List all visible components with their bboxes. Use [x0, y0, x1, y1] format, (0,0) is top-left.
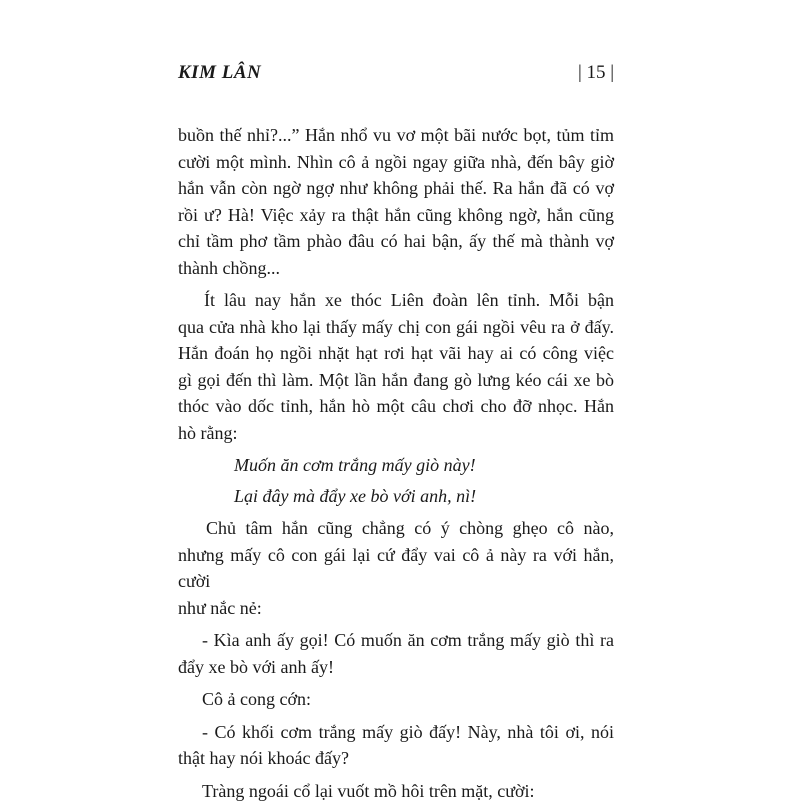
text-line: Ít lâu nay hắn xe thóc Liên đoàn lên tỉnh. Mỗi bận — [204, 290, 614, 310]
text-line: - Có khối cơm trắng mấy giò đấy! Này, nhà tôi ơi, nói — [202, 721, 614, 742]
text-line: chỉ tầm phơ tầm phào đâu có hai bận, ấy thế mà thành vợ — [178, 231, 614, 251]
text-line: Cô ả cong cớn: — [202, 689, 311, 709]
text-line: nhưng mấy cô con gái lại cứ đẩy vai cô ả này ra với hắn, cười — [178, 544, 614, 591]
text-line: cười một mình. Nhìn cô ả ngồi ngay giữa nhà, đến bây giờ — [178, 151, 614, 172]
paragraph — [178, 686, 614, 713]
text-line: - Kìa anh ấy gọi! Có muốn ăn cơm trắng mấy giò thì ra — [202, 630, 614, 650]
page-number: | 15 | — [578, 62, 615, 83]
text-line: thật hay nói khoác đấy? — [178, 748, 349, 768]
text-line: thành chồng... — [178, 257, 280, 278]
text-line: Hắn đoán họ ngồi nhặt hạt rơi hạt vãi hay ai có công việc — [178, 343, 614, 363]
text-line: đẩy xe bò với anh ấy! — [178, 656, 334, 677]
text-line: rồi ư? Hà! Việc xảy ra thật hắn cũng không ngờ, hắn cũng — [178, 204, 614, 225]
verse-block — [178, 452, 614, 509]
paragraph — [178, 287, 614, 446]
text-line: Tràng ngoái cổ lại vuốt mồ hôi trên mặt, cười: — [202, 780, 535, 801]
body-text — [178, 122, 614, 810]
verse-line: Lại đây mà đẩy xe bò với anh, nì! — [234, 485, 477, 506]
text-line: hò rằng: — [178, 422, 238, 443]
text-line: hắn vẫn còn ngờ ngợ như không phải thế. Ra hắn đã có vợ — [178, 178, 614, 198]
paragraph — [178, 515, 614, 621]
text-line: qua cửa nhà kho lại thấy mấy chị con gái ngồi vêu ra ở đấy. — [178, 316, 614, 337]
text-line: thóc vào dốc tỉnh, hắn hò một câu chơi cho đỡ nhọc. Hắn — [178, 396, 614, 416]
verse-line: Muốn ăn cơm trắng mấy giò này! — [234, 455, 476, 475]
text-line: Chủ tâm hắn cũng chẳng có ý chòng ghẹo cô nào, — [206, 518, 614, 538]
running-header-author: KIM LÂN — [178, 62, 262, 83]
paragraph — [178, 778, 614, 805]
paragraph — [178, 122, 614, 281]
text-line: gì gọi đến thì làm. Một lần hắn đang gò lưng kéo cái xe bò — [178, 369, 614, 390]
text-line: buồn thế nhỉ?...” Hắn nhổ vu vơ một bãi nước bọt, tủm tỉm — [178, 125, 614, 145]
paragraph — [178, 719, 614, 772]
paragraph — [178, 627, 614, 680]
text-line: như nắc nẻ: — [178, 597, 262, 618]
